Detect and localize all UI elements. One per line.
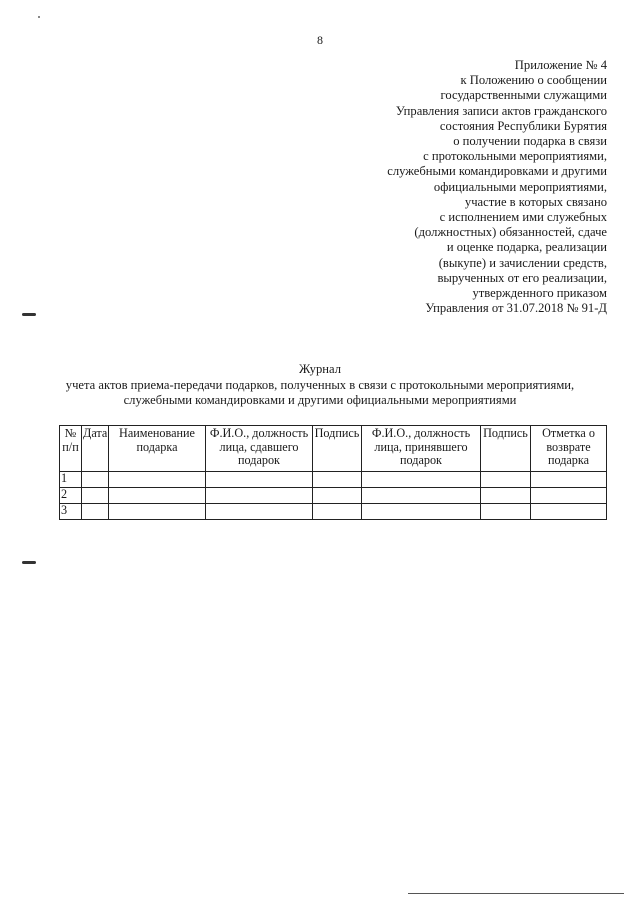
appendix-line: о получении подарка в связи: [453, 134, 607, 149]
table-cell: [362, 504, 481, 520]
table-cell: [531, 504, 607, 520]
bottom-divider: [408, 893, 624, 894]
scan-speck: [38, 16, 40, 18]
journal-title-block: [40, 362, 600, 408]
table-cell: [206, 472, 313, 488]
journal-subtitle-line: учета актов приема-передачи подарков, полученных в связи с протокольными мероприятиями,: [65, 378, 575, 392]
appendix-line: утвержденного приказом: [472, 286, 607, 301]
page-number: 8: [317, 33, 323, 47]
header-cell-number: № п/п: [60, 426, 82, 472]
table-cell: [82, 472, 109, 488]
journal-title: Журнал: [299, 362, 341, 376]
table-cell: [481, 504, 531, 520]
appendix-line: (должностных) обязанностей, сдаче: [414, 225, 607, 240]
binding-mark: [22, 313, 36, 316]
table-row: [60, 472, 607, 488]
appendix-line: государственными служащими: [440, 88, 607, 103]
table-cell: [362, 472, 481, 488]
header-cell-date: Дата: [82, 426, 109, 472]
table-cell: [481, 488, 531, 504]
journal-subtitle-line: служебными командировками и другими официальными мероприятиями: [123, 393, 517, 407]
appendix-line: Приложение № 4: [514, 58, 607, 72]
appendix-line: служебными командировками и другими: [387, 164, 607, 179]
table-cell: [82, 504, 109, 520]
table-cell: [109, 472, 206, 488]
header-cell-giver-signature: Подпись: [313, 426, 362, 472]
table-cell: [531, 472, 607, 488]
header-cell-gift-name: Наименование подарка: [109, 426, 206, 472]
table-cell: [313, 488, 362, 504]
appendix-line: участие в которых связано: [464, 194, 607, 209]
header-cell-receiver: Ф.И.О., должность лица, принявшего подарок: [362, 426, 481, 472]
table-header-row: [60, 426, 607, 472]
appendix-line: с исполнением ими служебных: [439, 210, 607, 225]
appendix-block: [307, 58, 607, 316]
table-cell: [109, 504, 206, 520]
appendix-line: Управления записи актов гражданского: [395, 103, 607, 118]
table-cell: 2: [60, 488, 82, 504]
header-cell-giver: Ф.И.О., должность лица, сдавшего подарок: [206, 426, 313, 472]
table-cell: [206, 504, 313, 520]
appendix-line: с протокольными мероприятиями,: [423, 149, 607, 164]
appendix-line: состояния Республики Бурятия: [439, 118, 607, 133]
table-cell: [362, 488, 481, 504]
table-cell: [313, 472, 362, 488]
journal-table: [59, 425, 607, 520]
appendix-line: Управления от 31.07.2018 № 91-Д: [425, 301, 607, 316]
appendix-line: к Положению о сообщении: [460, 73, 607, 88]
table-cell: [82, 488, 109, 504]
table-cell: [313, 504, 362, 520]
table-cell: 1: [60, 472, 82, 488]
header-cell-return-mark: Отметка о возврате подарка: [531, 426, 607, 472]
header-cell-receiver-signature: Подпись: [481, 426, 531, 472]
appendix-line: вырученных от его реализации,: [437, 270, 607, 285]
table-cell: 3: [60, 504, 82, 520]
appendix-line: официальными мероприятиями,: [433, 179, 607, 194]
table-cell: [531, 488, 607, 504]
appendix-line: и оценке подарка, реализации: [446, 240, 607, 255]
table-row: [60, 504, 607, 520]
table-row: [60, 488, 607, 504]
table-cell: [109, 488, 206, 504]
table-cell: [481, 472, 531, 488]
table-cell: [206, 488, 313, 504]
binding-mark: [22, 561, 36, 564]
appendix-line: (выкупе) и зачислении средств,: [438, 255, 607, 270]
